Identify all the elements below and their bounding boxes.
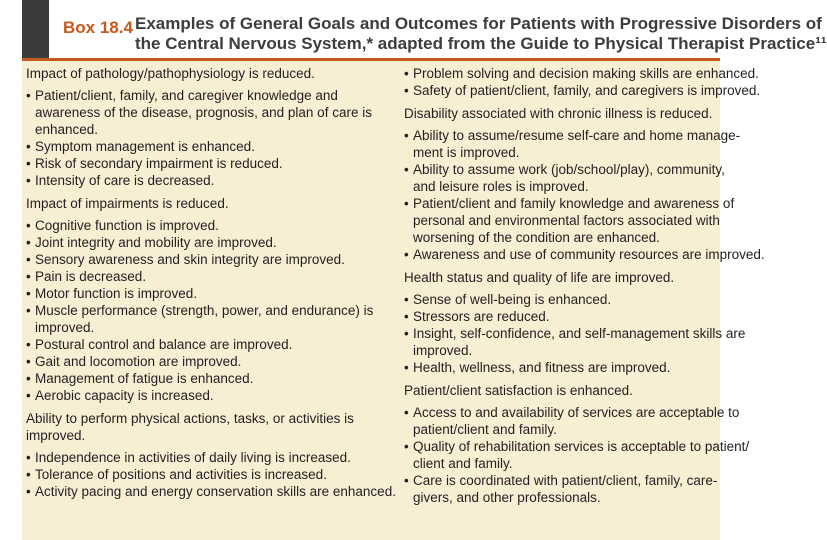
bullet-item: • Patient/client and family knowledge and awareness of personal and environmental factors associated with worsening of the condition are enhanced. (404, 195, 734, 246)
section-heading: Impact of impairments is reduced. (26, 196, 229, 211)
section-disability (404, 105, 765, 263)
bullet-item: • Quality of rehabilitation services is acceptable to patient/ client and family. (404, 438, 734, 472)
section-satisfaction (404, 382, 750, 506)
bullet-item: • Sensory awareness and skin integrity are improved. (26, 251, 396, 268)
box-title-line-1: Examples of General Goals and Outcomes for Patients with Progressive Disorders of (135, 14, 822, 33)
header-dark-band (22, 0, 49, 58)
bullet-item: • Management of fatigue is enhanced. (26, 370, 396, 387)
section-heading: Ability to perform physical actions, tasks, or activities is improved. (26, 411, 354, 443)
bullet-item: • Problem solving and decision making skills are enhanced. (404, 65, 734, 82)
bullet-item: • Stressors are reduced. (404, 308, 734, 325)
bullet-list (404, 65, 761, 99)
section-abilities (26, 410, 396, 500)
bullet-list (26, 87, 396, 189)
right-column (404, 65, 765, 506)
bullet-item: • Aerobic capacity is increased. (26, 387, 396, 404)
bullet-item: • Insight, self-confidence, and self-management skills are improved. (404, 325, 734, 359)
box-number: Box 18.4 (63, 18, 133, 37)
bullet-item: • Gait and locomotion are improved. (26, 353, 396, 370)
bullet-item: • Ability to assume/resume self-care and home manage- ment is improved. (404, 127, 734, 161)
section-health-status (404, 269, 746, 376)
bullet-list (26, 449, 396, 500)
bullet-list (404, 127, 765, 263)
bullet-item: • Pain is decreased. (26, 268, 396, 285)
bullet-item: • Motor function is improved. (26, 285, 396, 302)
box-header (49, 0, 827, 58)
section-pathology (26, 65, 396, 189)
section-heading: Health status and quality of life are improved. (404, 270, 675, 285)
section-continued (404, 65, 761, 99)
bullet-item: • Sense of well-being is enhanced. (404, 291, 734, 308)
bullet-item: • Cognitive function is improved. (26, 217, 396, 234)
bullet-item: • Care is coordinated with patient/client, family, care- givers, and other professionals. (404, 472, 734, 506)
bullet-item: • Tolerance of positions and activities is increased. (26, 466, 396, 483)
box-title-line-2: the Central Nervous System,* adapted from the Guide to Physical Therapist Practice¹¹ (135, 34, 827, 53)
bullet-item: • Joint integrity and mobility are improved. (26, 234, 396, 251)
bullet-item: • Symptom management is enhanced. (26, 138, 396, 155)
left-column (26, 65, 396, 500)
bullet-item: • Postural control and balance are improved. (26, 336, 396, 353)
section-heading: Impact of pathology/pathophysiology is reduced. (26, 66, 315, 81)
bullet-list (404, 404, 750, 506)
bullet-list (26, 217, 396, 404)
box-body (22, 61, 765, 540)
box-title (135, 14, 827, 54)
bullet-item: • Patient/client, family, and caregiver knowledge and awareness of the disease, prognosis, and plan of care is enhanced. (26, 87, 396, 138)
bullet-item: • Access to and availability of services are acceptable to patient/client and family. (404, 404, 734, 438)
page-margin (0, 0, 22, 540)
bullet-item: • Ability to assume work (job/school/play), community, and leisure roles is improved. (404, 161, 734, 195)
section-impairments (26, 195, 396, 404)
bullet-item: • Intensity of care is decreased. (26, 172, 396, 189)
bullet-item: • Independence in activities of daily living is increased. (26, 449, 396, 466)
section-heading: Patient/client satisfaction is enhanced. (404, 383, 633, 398)
bullet-item: • Health, wellness, and fitness are improved. (404, 359, 734, 376)
section-heading: Disability associated with chronic illness is reduced. (404, 106, 713, 121)
bullet-item: • Risk of secondary impairment is reduced. (26, 155, 396, 172)
bullet-item: • Muscle performance (strength, power, and endurance) is improved. (26, 302, 396, 336)
bullet-item: • Activity pacing and energy conservation skills are enhanced. (26, 483, 396, 500)
bullet-item: • Safety of patient/client, family, and caregivers is improved. (404, 82, 734, 99)
bullet-item: • Awareness and use of community resources are improved. (404, 246, 734, 263)
bullet-list (404, 291, 746, 376)
